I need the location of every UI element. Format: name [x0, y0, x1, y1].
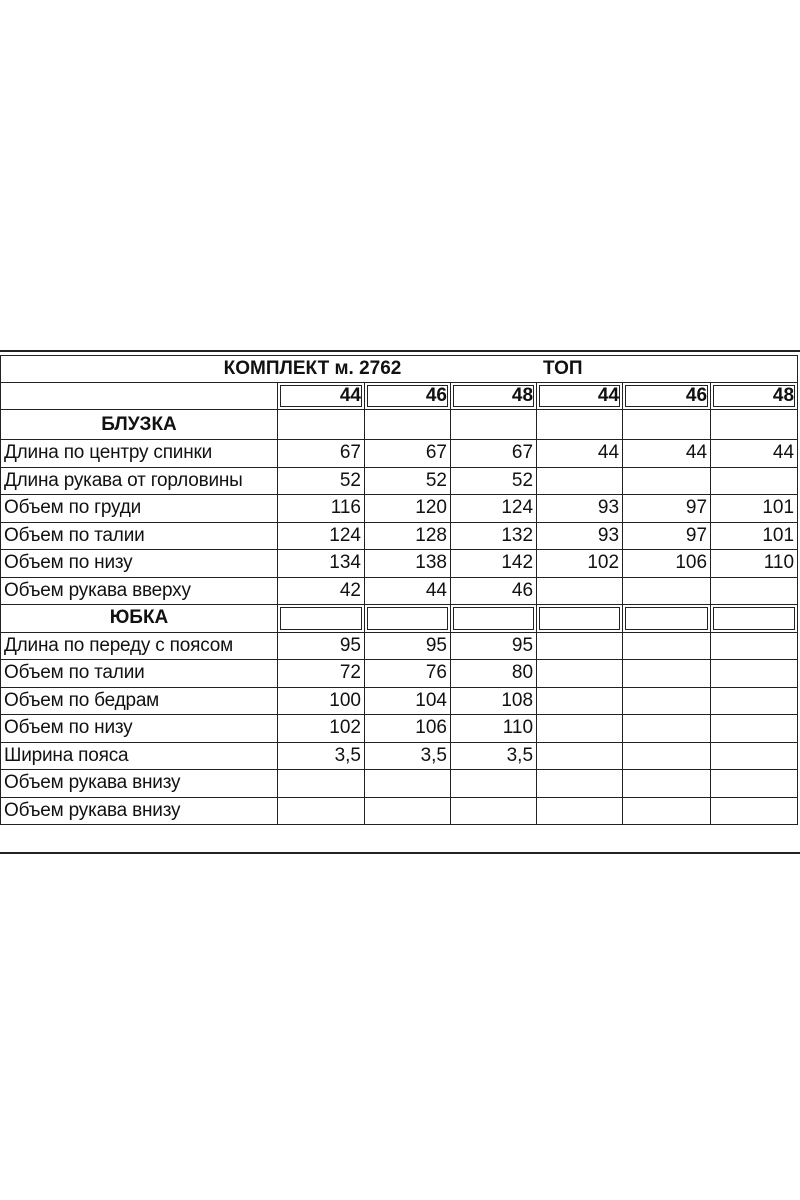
table-title: КОМПЛЕКТ м. 2762: [0, 355, 537, 383]
measure-value: [365, 770, 451, 798]
measure-value: [537, 660, 623, 688]
size-header-cell: 46: [365, 383, 451, 411]
measure-label: Объем по низу: [0, 715, 278, 743]
measure-value: [537, 770, 623, 798]
measure-value: 67: [278, 440, 365, 468]
measure-value: [451, 770, 537, 798]
section-empty-cell: [365, 410, 451, 440]
size-header-cell: 48: [451, 383, 537, 411]
measure-value: [623, 578, 711, 606]
measure-value: 138: [365, 550, 451, 578]
measure-value: 142: [451, 550, 537, 578]
measure-value: 44: [711, 440, 798, 468]
measure-value: 101: [711, 495, 798, 523]
measure-value: 95: [365, 633, 451, 661]
measure-value: [537, 633, 623, 661]
measure-value: 102: [278, 715, 365, 743]
measure-value: 52: [451, 468, 537, 496]
measure-value: 44: [365, 578, 451, 606]
measure-value: 52: [365, 468, 451, 496]
section-title-blouse: БЛУЗКА: [0, 410, 278, 440]
measure-value: 116: [278, 495, 365, 523]
table-row: [0, 770, 798, 798]
top-title: ТОП: [537, 355, 798, 383]
measure-value: [623, 770, 711, 798]
measure-value: [711, 743, 798, 771]
measure-value: 3,5: [451, 743, 537, 771]
measure-value: 100: [278, 688, 365, 716]
size-header-row: [0, 383, 798, 411]
size-header-cell: 48: [711, 383, 798, 411]
measure-value: [537, 715, 623, 743]
section-row-skirt: [0, 605, 798, 633]
measure-value: 102: [537, 550, 623, 578]
measure-value: [451, 798, 537, 826]
table-row: [0, 523, 798, 551]
table-row: [0, 468, 798, 496]
measure-value: 108: [451, 688, 537, 716]
measure-value: [537, 468, 623, 496]
measure-value: 76: [365, 660, 451, 688]
measure-value: 93: [537, 523, 623, 551]
measure-label: Объем по талии: [0, 523, 278, 551]
table-row: [0, 495, 798, 523]
measure-value: 72: [278, 660, 365, 688]
measure-value: 52: [278, 468, 365, 496]
measure-value: 124: [278, 523, 365, 551]
measure-value: [278, 770, 365, 798]
table-row: [0, 660, 798, 688]
table-row: [0, 715, 798, 743]
measure-value: [711, 468, 798, 496]
measure-label: Объем рукава вверху: [0, 578, 278, 606]
table-row: [0, 743, 798, 771]
table-row: [0, 578, 798, 606]
measure-value: [711, 715, 798, 743]
section-empty-cell: [537, 410, 623, 440]
size-header-blank: [0, 383, 278, 411]
measure-value: 106: [365, 715, 451, 743]
size-header-cell: 46: [623, 383, 711, 411]
measure-label: Объем по груди: [0, 495, 278, 523]
measure-value: 97: [623, 523, 711, 551]
section-row-blouse: [0, 410, 798, 440]
measure-value: 44: [623, 440, 711, 468]
measure-value: 46: [451, 578, 537, 606]
measure-label: Длина рукава от горловины: [0, 468, 278, 496]
section-empty-cell: [278, 410, 365, 440]
measure-value: 67: [365, 440, 451, 468]
section-empty-cell: [451, 605, 537, 633]
measure-value: [711, 770, 798, 798]
measure-value: 128: [365, 523, 451, 551]
size-header-cell: 44: [537, 383, 623, 411]
measure-value: 95: [278, 633, 365, 661]
measure-value: [623, 743, 711, 771]
measure-label: Объем по бедрам: [0, 688, 278, 716]
table-row: [0, 688, 798, 716]
size-chart-sheet: [0, 350, 800, 854]
measure-value: 93: [537, 495, 623, 523]
measure-value: 67: [451, 440, 537, 468]
section-empty-cell: [623, 410, 711, 440]
measure-value: [537, 688, 623, 716]
measure-label: Ширина пояса: [0, 743, 278, 771]
measure-value: [365, 798, 451, 826]
measure-value: 97: [623, 495, 711, 523]
measure-value: 120: [365, 495, 451, 523]
measure-value: [537, 743, 623, 771]
measure-value: 80: [451, 660, 537, 688]
section-empty-cell: [711, 605, 798, 633]
measure-label: Объем по талии: [0, 660, 278, 688]
measure-value: [711, 688, 798, 716]
measure-value: [623, 660, 711, 688]
measure-label: Объем рукава внизу: [0, 770, 278, 798]
section-empty-cell: [451, 410, 537, 440]
measure-value: 132: [451, 523, 537, 551]
section-empty-cell: [711, 410, 798, 440]
measure-value: 110: [451, 715, 537, 743]
size-header-cell: 44: [278, 383, 365, 411]
measure-value: [623, 715, 711, 743]
measure-value: [623, 468, 711, 496]
measure-value: [537, 798, 623, 826]
measure-value: [711, 578, 798, 606]
measure-value: [623, 633, 711, 661]
measure-value: 3,5: [278, 743, 365, 771]
measure-label: Объем по низу: [0, 550, 278, 578]
measure-value: [537, 578, 623, 606]
measure-value: 134: [278, 550, 365, 578]
table-row: [0, 440, 798, 468]
measure-value: 110: [711, 550, 798, 578]
measure-label: Объем рукава внизу: [0, 798, 278, 826]
measure-value: 106: [623, 550, 711, 578]
measure-value: 95: [451, 633, 537, 661]
section-empty-cell: [537, 605, 623, 633]
table-row: [0, 798, 798, 826]
title-row: [0, 355, 798, 383]
measure-value: 124: [451, 495, 537, 523]
section-empty-cell: [278, 605, 365, 633]
measure-value: 3,5: [365, 743, 451, 771]
measure-value: [278, 798, 365, 826]
measure-value: 42: [278, 578, 365, 606]
size-table: [0, 355, 798, 825]
section-title-skirt: ЮБКА: [0, 605, 278, 633]
measure-value: 44: [537, 440, 623, 468]
measure-value: [711, 633, 798, 661]
section-empty-cell: [623, 605, 711, 633]
table-row: [0, 550, 798, 578]
measure-value: 104: [365, 688, 451, 716]
measure-value: [711, 660, 798, 688]
measure-value: [623, 688, 711, 716]
table-row: [0, 633, 798, 661]
measure-label: Длина по переду с поясом: [0, 633, 278, 661]
measure-value: 101: [711, 523, 798, 551]
measure-value: [623, 798, 711, 826]
measure-value: [711, 798, 798, 826]
section-empty-cell: [365, 605, 451, 633]
measure-label: Длина по центру спинки: [0, 440, 278, 468]
